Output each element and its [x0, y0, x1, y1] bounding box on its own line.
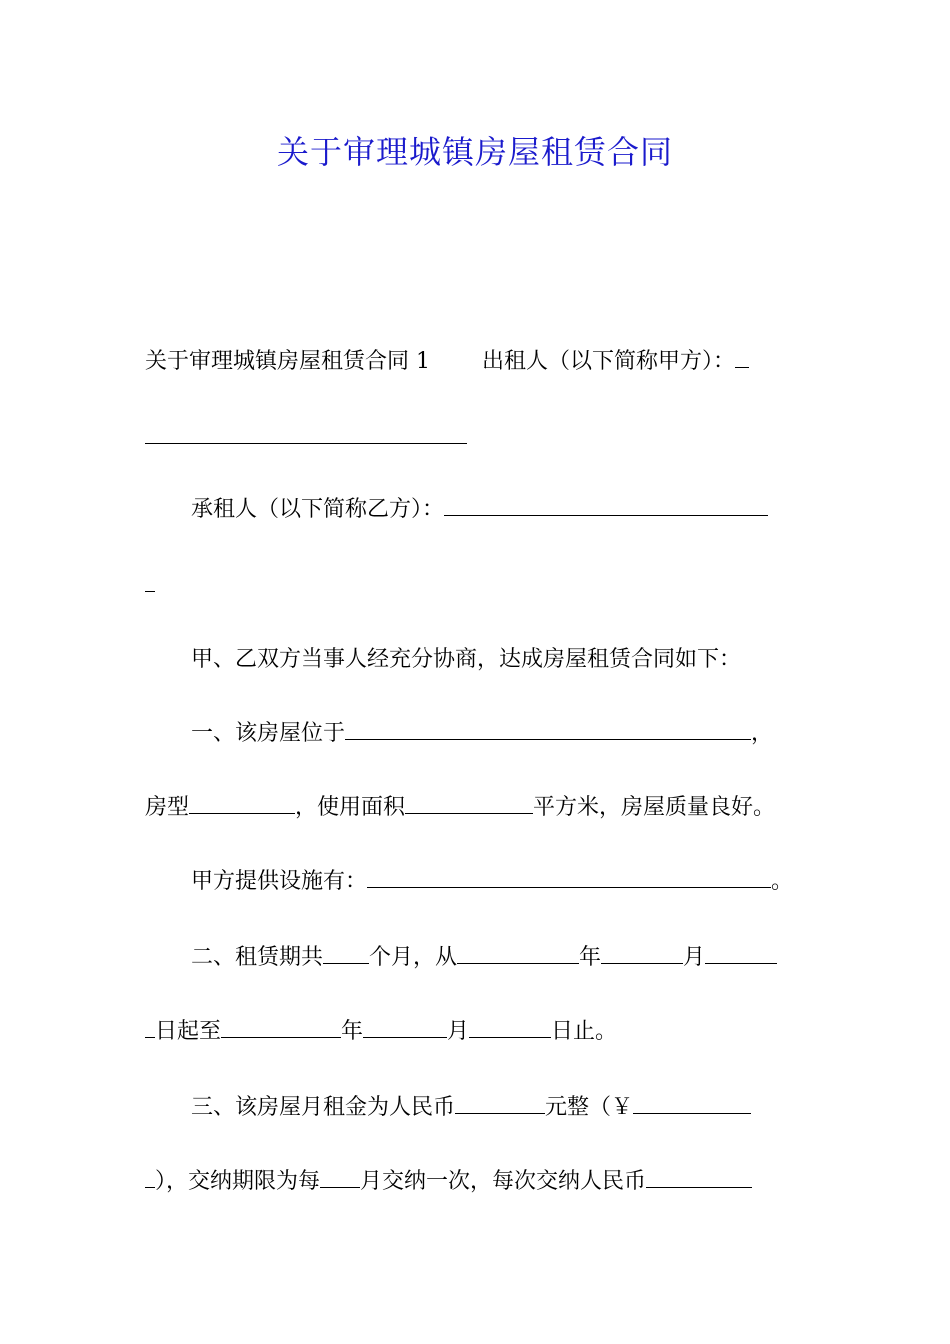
area-blank: [405, 791, 533, 814]
contract-heading-text: 关于审理城镇房屋租赁合同 1: [145, 349, 430, 374]
contract-line-lessee: [145, 490, 856, 530]
facilities-period: 。: [771, 869, 794, 894]
document-title: [0, 130, 950, 174]
facilities-label: 甲方提供设施有：: [191, 869, 368, 894]
location-comma: ，: [751, 721, 774, 746]
contract-line-term-end: [145, 1012, 810, 1052]
area-label: ，使用面积: [295, 795, 406, 820]
rent-amount-blank: [455, 1091, 545, 1114]
rent-yuan-label: 元整（￥: [545, 1095, 634, 1120]
end-year-blank: [221, 1015, 341, 1038]
location-label: 一、该房屋位于: [191, 721, 346, 746]
location-blank: [345, 717, 751, 740]
start-year-label: 年: [579, 945, 602, 970]
term-to-label: 日起至: [155, 1019, 222, 1044]
end-month-label: 月: [447, 1019, 470, 1044]
payment-amount-label: 月交纳一次，每次交纳人民币: [360, 1169, 647, 1194]
lessee-label: 承租人（以下简称乙方）：: [191, 497, 445, 522]
rent-figure-blank: [633, 1091, 751, 1114]
lessee-blank: [444, 493, 768, 516]
contract-line-payment: [145, 1162, 810, 1202]
term-months-blank: [323, 941, 369, 964]
payment-months-blank: [320, 1165, 360, 1188]
payment-amount-blank: [646, 1165, 752, 1188]
contract-line-agreement: [145, 640, 856, 680]
contract-line-location: [145, 714, 856, 754]
area-unit-text: 平方米，房屋质量良好。: [533, 795, 776, 820]
start-year-blank: [457, 941, 579, 964]
start-day-blank: [705, 941, 777, 964]
term-from-label: 个月，从: [369, 945, 458, 970]
contract-line-term: [145, 938, 856, 978]
contract-line-rent: [145, 1088, 856, 1128]
end-year-label: 年: [341, 1019, 364, 1044]
facilities-blank: [367, 865, 771, 888]
room-type-blank: [189, 791, 295, 814]
end-day-label: 日止。: [551, 1019, 618, 1044]
lessor-blank: [145, 421, 467, 444]
contract-line-facilities: [145, 862, 856, 902]
contract-line-lessor-cont: [145, 418, 810, 458]
end-day-blank: [469, 1015, 551, 1038]
start-month-blank: [601, 941, 683, 964]
term-label: 二、租赁期共: [191, 945, 324, 970]
contract-line-room-type: [145, 788, 810, 828]
payment-period-label: ），交纳期限为每: [155, 1169, 321, 1194]
lessor-blank-start: [735, 345, 749, 368]
start-day-blank-end: [145, 1015, 155, 1038]
lessee-blank-end: [145, 569, 155, 592]
start-month-label: 月: [683, 945, 706, 970]
rent-label: 三、该房屋月租金为人民币: [191, 1095, 456, 1120]
end-month-blank: [363, 1015, 447, 1038]
rent-figure-blank-end: [145, 1165, 155, 1188]
contract-line-lessor: [145, 342, 810, 382]
contract-line-lessee-cont: [145, 566, 810, 606]
agreement-text: 甲、乙双方当事人经充分协商，达成房屋租赁合同如下：: [191, 647, 742, 672]
lessor-label: 出租人（以下简称甲方）：: [482, 349, 736, 374]
room-type-label: 房型: [145, 795, 190, 820]
document-title-text: 关于审理城镇房屋租赁合同: [276, 133, 673, 171]
